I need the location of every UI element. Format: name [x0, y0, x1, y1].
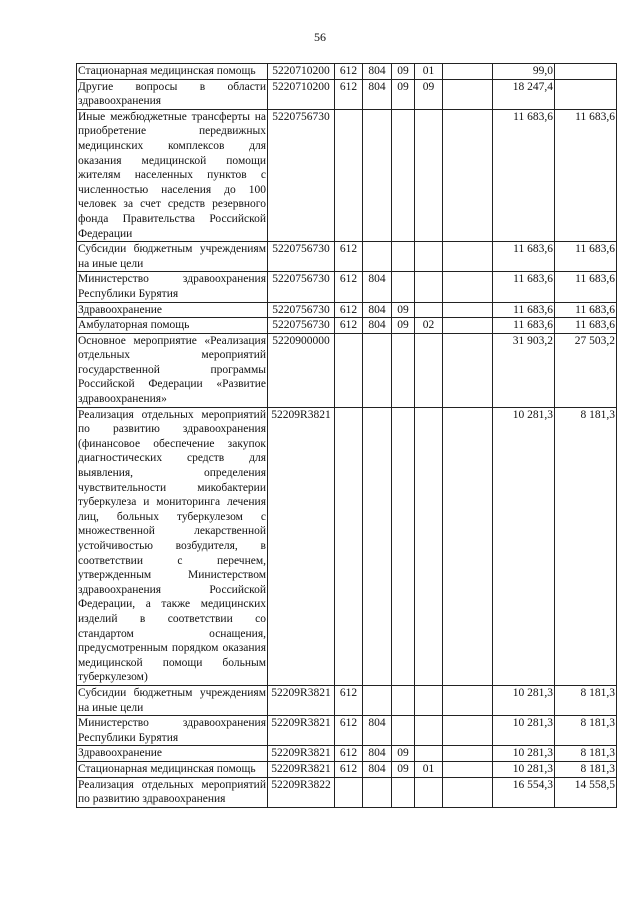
- row-expense-type-cell: [415, 333, 443, 407]
- row-expense-type-cell: 01: [415, 64, 443, 80]
- row-amount-2-cell: 10 281,3: [493, 685, 555, 715]
- page-number: 56: [314, 30, 326, 44]
- row-amount-2-cell: 10 281,3: [493, 746, 555, 762]
- row-subsection-cell: 09: [392, 64, 415, 80]
- row-expense-type-cell: [415, 746, 443, 762]
- row-amount-1-cell: [443, 302, 493, 318]
- row-amount-3-cell: 11 683,6: [555, 272, 617, 302]
- row-name-cell: Реализация отдельных мероприятий по развитию здравоохранения: [77, 777, 268, 807]
- row-section-cell: 804: [363, 79, 392, 109]
- row-section-cell: 804: [363, 272, 392, 302]
- row-name-cell: Министерство здравоохранения Республики Бурятия: [77, 716, 268, 746]
- row-subsection-cell: 09: [392, 761, 415, 777]
- row-grbs-cell: 612: [335, 302, 363, 318]
- row-amount-1-cell: [443, 318, 493, 334]
- table-row: [77, 761, 617, 777]
- table-row: [77, 716, 617, 746]
- row-amount-1-cell: [443, 685, 493, 715]
- row-amount-3-cell: 8 181,3: [555, 685, 617, 715]
- row-amount-3-cell: 8 181,3: [555, 407, 617, 685]
- row-section-cell: [363, 407, 392, 685]
- row-grbs-cell: [335, 333, 363, 407]
- table-row: [77, 333, 617, 407]
- row-amount-2-cell: 11 683,6: [493, 302, 555, 318]
- table-row: [77, 407, 617, 685]
- row-amount-3-cell: 27 503,2: [555, 333, 617, 407]
- row-amount-1-cell: [443, 716, 493, 746]
- row-subsection-cell: 09: [392, 318, 415, 334]
- row-grbs-cell: 612: [335, 318, 363, 334]
- row-section-cell: 804: [363, 318, 392, 334]
- row-grbs-cell: 612: [335, 746, 363, 762]
- row-subsection-cell: [392, 272, 415, 302]
- row-name-cell: Министерство здравоохранения Республики Бурятия: [77, 272, 268, 302]
- row-expense-type-cell: [415, 242, 443, 272]
- row-grbs-cell: 612: [335, 79, 363, 109]
- table-row: [77, 777, 617, 807]
- row-expense-type-cell: [415, 302, 443, 318]
- row-grbs-cell: 612: [335, 685, 363, 715]
- row-code-cell: 52209R3821: [268, 685, 335, 715]
- row-name-cell: Субсидии бюджетным учреждениям на иные цели: [77, 242, 268, 272]
- row-code-cell: 5220756730: [268, 302, 335, 318]
- row-grbs-cell: [335, 777, 363, 807]
- row-expense-type-cell: [415, 109, 443, 241]
- row-name-cell: Субсидии бюджетным учреждениям на иные цели: [77, 685, 268, 715]
- row-code-cell: 52209R3821: [268, 716, 335, 746]
- row-subsection-cell: [392, 407, 415, 685]
- table-row: [77, 302, 617, 318]
- row-section-cell: [363, 685, 392, 715]
- row-amount-1-cell: [443, 761, 493, 777]
- row-code-cell: 5220756730: [268, 109, 335, 241]
- row-amount-1-cell: [443, 242, 493, 272]
- row-amount-2-cell: 11 683,6: [493, 242, 555, 272]
- row-amount-3-cell: 14 558,5: [555, 777, 617, 807]
- row-name-cell: Стационарная медицинская помощь: [77, 64, 268, 80]
- row-subsection-cell: [392, 685, 415, 715]
- row-expense-type-cell: 02: [415, 318, 443, 334]
- row-name-cell: Иные межбюджетные трансферты на приобретение передвижных медицинских комплексов для оказания медицинской помощи жителям населенных пунктов с численностью населения до 100 человек за счет средств резервного фонда Правительства Российской Федерации: [77, 109, 268, 241]
- row-amount-2-cell: 16 554,3: [493, 777, 555, 807]
- row-code-cell: 52209R3821: [268, 761, 335, 777]
- table-row: [77, 64, 617, 80]
- row-subsection-cell: [392, 716, 415, 746]
- row-section-cell: 804: [363, 716, 392, 746]
- row-amount-1-cell: [443, 333, 493, 407]
- row-code-cell: 52209R3821: [268, 407, 335, 685]
- row-amount-1-cell: [443, 79, 493, 109]
- row-expense-type-cell: [415, 407, 443, 685]
- row-code-cell: 5220756730: [268, 318, 335, 334]
- row-name-cell: Другие вопросы в области здравоохранения: [77, 79, 268, 109]
- row-subsection-cell: [392, 777, 415, 807]
- budget-table: [76, 63, 617, 808]
- row-amount-2-cell: 31 903,2: [493, 333, 555, 407]
- row-grbs-cell: [335, 109, 363, 241]
- row-grbs-cell: 612: [335, 761, 363, 777]
- row-section-cell: 804: [363, 746, 392, 762]
- row-code-cell: 5220900000: [268, 333, 335, 407]
- row-section-cell: 804: [363, 302, 392, 318]
- row-amount-1-cell: [443, 746, 493, 762]
- row-amount-2-cell: 11 683,6: [493, 318, 555, 334]
- row-section-cell: [363, 777, 392, 807]
- row-section-cell: [363, 333, 392, 407]
- row-amount-2-cell: 10 281,3: [493, 716, 555, 746]
- row-grbs-cell: 612: [335, 716, 363, 746]
- row-amount-1-cell: [443, 109, 493, 241]
- row-subsection-cell: [392, 242, 415, 272]
- row-amount-3-cell: 11 683,6: [555, 302, 617, 318]
- row-expense-type-cell: [415, 716, 443, 746]
- row-subsection-cell: 09: [392, 302, 415, 318]
- row-grbs-cell: 612: [335, 64, 363, 80]
- row-amount-3-cell: 8 181,3: [555, 746, 617, 762]
- row-grbs-cell: [335, 407, 363, 685]
- row-subsection-cell: 09: [392, 79, 415, 109]
- table-row: [77, 242, 617, 272]
- row-amount-2-cell: 10 281,3: [493, 761, 555, 777]
- row-section-cell: 804: [363, 64, 392, 80]
- row-amount-3-cell: [555, 64, 617, 80]
- row-expense-type-cell: [415, 685, 443, 715]
- row-amount-1-cell: [443, 64, 493, 80]
- row-grbs-cell: 612: [335, 272, 363, 302]
- row-name-cell: Здравоохранение: [77, 302, 268, 318]
- row-amount-1-cell: [443, 407, 493, 685]
- row-amount-2-cell: 18 247,4: [493, 79, 555, 109]
- row-amount-2-cell: 11 683,6: [493, 272, 555, 302]
- row-amount-3-cell: 11 683,6: [555, 109, 617, 241]
- row-subsection-cell: 09: [392, 746, 415, 762]
- row-name-cell: Здравоохранение: [77, 746, 268, 762]
- table-row: [77, 318, 617, 334]
- row-name-cell: Реализация отдельных мероприятий по развитию здравоохранения (финансовое обеспечение закупок диагностических средств для выявления, определения чувствительности микобактерии туберкулеза и мониторинга лечения лиц, больных туберкулезом с множественной лекарственной устойчивостью возбудителя, в соответствии с перечнем, утвержденным Министерством здравоохранения Российской Федерации, а также медицинских изделий в соответствии со стандартом оснащения, предусмотренным порядком оказания медицинской помощи больным туберкулезом): [77, 407, 268, 685]
- row-amount-3-cell: 8 181,3: [555, 761, 617, 777]
- row-grbs-cell: 612: [335, 242, 363, 272]
- row-amount-3-cell: [555, 79, 617, 109]
- row-name-cell: Стационарная медицинская помощь: [77, 761, 268, 777]
- table-row: [77, 746, 617, 762]
- row-expense-type-cell: 01: [415, 761, 443, 777]
- table-body: [77, 64, 617, 808]
- row-amount-1-cell: [443, 272, 493, 302]
- row-amount-2-cell: 11 683,6: [493, 109, 555, 241]
- table-row: [77, 685, 617, 715]
- row-code-cell: 52209R3821: [268, 746, 335, 762]
- row-amount-2-cell: 10 281,3: [493, 407, 555, 685]
- row-subsection-cell: [392, 333, 415, 407]
- row-code-cell: 5220710200: [268, 64, 335, 80]
- row-expense-type-cell: [415, 272, 443, 302]
- row-code-cell: 5220756730: [268, 242, 335, 272]
- row-amount-2-cell: 99,0: [493, 64, 555, 80]
- row-section-cell: [363, 242, 392, 272]
- row-name-cell: Амбулаторная помощь: [77, 318, 268, 334]
- row-amount-3-cell: 8 181,3: [555, 716, 617, 746]
- row-expense-type-cell: 09: [415, 79, 443, 109]
- row-code-cell: 5220710200: [268, 79, 335, 109]
- row-amount-3-cell: 11 683,6: [555, 242, 617, 272]
- row-code-cell: 5220756730: [268, 272, 335, 302]
- row-section-cell: 804: [363, 761, 392, 777]
- table-row: [77, 79, 617, 109]
- table-row: [77, 272, 617, 302]
- row-section-cell: [363, 109, 392, 241]
- row-amount-1-cell: [443, 777, 493, 807]
- row-subsection-cell: [392, 109, 415, 241]
- row-name-cell: Основное мероприятие «Реализация отдельных мероприятий государственной программы Российской Федерации «Развитие здравоохранения»: [77, 333, 268, 407]
- row-amount-3-cell: 11 683,6: [555, 318, 617, 334]
- row-expense-type-cell: [415, 777, 443, 807]
- table-row: [77, 109, 617, 241]
- row-code-cell: 52209R3822: [268, 777, 335, 807]
